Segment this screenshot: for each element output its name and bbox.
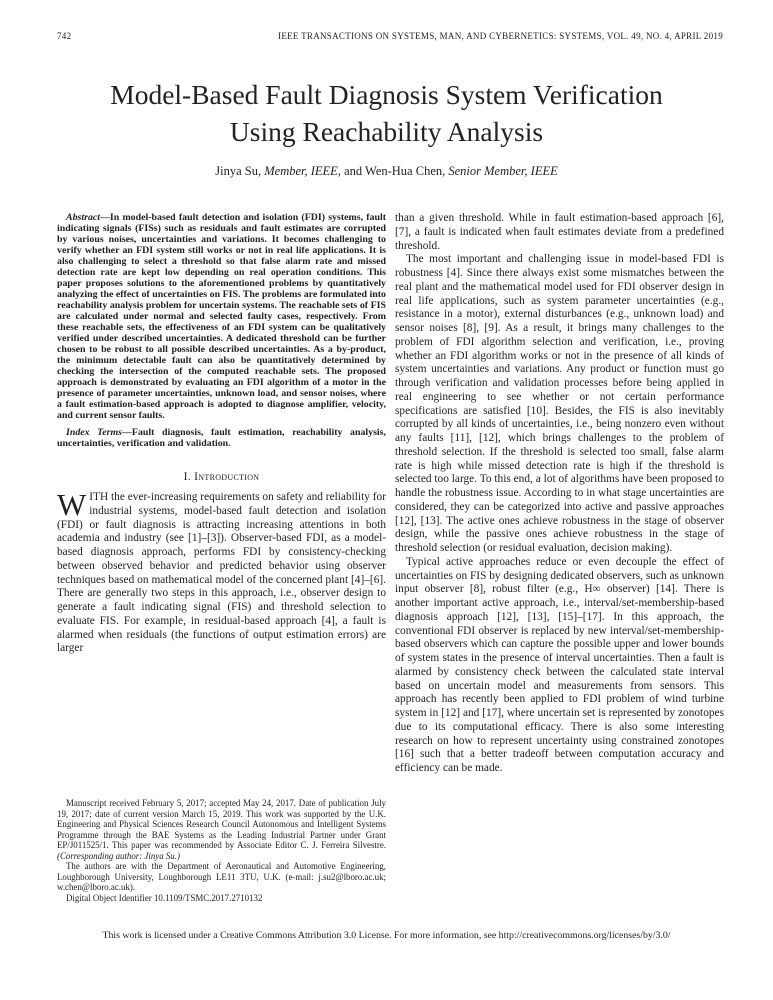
body-paragraph-continuation: than a given threshold. While in fault estimation-based approach [6], [7], a fault is indicated when fault estimates deviate from a predefined threshold. bbox=[395, 212, 724, 252]
footnote-doi: Digital Object Identifier 10.1109/TSMC.2017.2710132 bbox=[66, 892, 263, 903]
footnote-manuscript bbox=[57, 798, 386, 861]
first-page-footnotes bbox=[57, 798, 386, 903]
dropcap-w: W bbox=[57, 487, 87, 522]
authors-line bbox=[0, 164, 773, 179]
paper-title-line2: Using Reachability Analysis bbox=[229, 116, 544, 147]
running-header bbox=[57, 31, 723, 41]
index-terms bbox=[57, 427, 386, 449]
right-column bbox=[395, 212, 724, 776]
author-membership-1: Member, IEEE bbox=[264, 164, 338, 178]
abstract-label: Abstract bbox=[66, 212, 101, 223]
intro-paragraph-text: ITH the ever-increasing requirements on safety and reliability for industrial systems, model-based fault detection and isolation (FDI) or fault diagnosis is attracting increasing attentions in both academia and industry (see [1]–[3]). Observer-based FDI, as a model-based diagnosis approach, performs FDI by consistency-checking between observed behavior and predicted behavior using observer techniques based on mathematical model of the concerned plant [4]–[6]. There are generally two steps in this approach, i.e., observer design to generate a fault indicating signal (FIS) and threshold selection to evaluate FIS. For example, in residual-based approach [4], a fault is alarmed when residuals (the functions of output estimation errors) are larger bbox=[57, 491, 386, 655]
footnote-manuscript-text: Manuscript received February 5, 2017; accepted May 24, 2017. Date of publication July 19, 2017; date of current version March 15, 2019. This work was supported by the U.K. Engineering and Physical Sciences Research Council Autonomous and Intelligent Systems Programme through the BAE Systems as the Leading Industrial Partner under Grant EP/J011525/1. This paper was recommended by Associate Editor C. J. Ferreira Silvestre. bbox=[57, 798, 386, 850]
journal-title: IEEE TRANSACTIONS ON SYSTEMS, MAN, AND CYBERNETICS: SYSTEMS, VOL. 49, NO. 4, APRIL 2019 bbox=[278, 31, 723, 41]
footnote-authors-affiliation: The authors are with the Department of Aeronautical and Automotive Engineering, Loughborough University, Loughborough LE11 3TU, U.K. (e-mail: j.su2@lboro.ac.uk; w.chen@lboro.ac.uk). bbox=[57, 861, 386, 892]
author-membership-2: Senior Member, IEEE bbox=[448, 164, 558, 178]
body-paragraph-robustness: The most important and challenging issue in model-based FDI is robustness [4]. Since there always exist some mismatches between the real plant and the mathematical model used for FDI observer design in real life applications, such as system parameter uncertainties (e.g., resistance in a motor), external disturbances (e.g., unknown load) and sensor noises [8], [9]. As a result, it brings many challenges to the problem of FDI algorithm selection and verification, i.e., proving whether an FDI algorithm works or not in the presence of all kinds of system uncertainties and variations. Any product or function must go through verification and validation processes before being applied in real engineering to see whether or not certain performance specifications are satisfied [10]. Besides, the FIS is also inevitably corrupted by all kinds of uncertainties, i.e., being nonzero even without any faults [11], [12], which brings challenges to the problem of threshold selection. If the threshold is selected too small, false alarm rate is high while missed detection rate is high if the threshold is selected too large. To this end, a lot of algorithms have been proposed to handle the robustness issue. According to in what stage uncertainties are considered, they can be categorized into active and passive approaches [12], [13]. The active ones achieve robustness in the stage of observer design, while the passive ones achieve robustness in the stage of threshold selection (or residual evaluation, decision making). bbox=[395, 253, 724, 554]
index-terms-text: —Fault diagnosis, fault estimation, reachability analysis, uncertainties, verification and validation. bbox=[57, 427, 386, 449]
title-block bbox=[0, 76, 773, 179]
section-heading-introduction: I. Introduction bbox=[183, 470, 260, 483]
paper-title-line1: Model-Based Fault Diagnosis System Verification bbox=[110, 79, 663, 110]
author-name-1: Jinya Su, bbox=[215, 164, 265, 178]
abstract-text: —In model-based fault detection and isolation (FDI) systems, fault indicating signals (FISs) such as residuals and fault estimates are corrupted by various noises, uncertainties and variations. It becomes challenging to verify whether an FDI system still works or not in real life applications. It is also challenging to select a threshold so that false alarm rate and missed detection rate are kept low depending on real operation conditions. This paper proposes solutions to the aforementioned problems by quantitatively analyzing the effect of uncertainties on FIS. The problems are formulated into reachability analysis problem for uncertain systems. The reachable sets of FIS are calculated under normal and selected faulty cases, respectively. From these reachable sets, the effectiveness of an FDI system can be qualitatively verified under described uncertainties. A dedicated threshold can be further chosen to be robust to all possible described uncertainties. As a by-product, the minimum detectable fault can also be quantitatively determined by checking the intersection of the computed reachable sets. The proposed approach is demonstrated by evaluating an FDI algorithm of a motor in the presence of parameter uncertainties, unknown load, and sensor noises, where a fault estimation-based approach is adopted to diagnose amplifier, velocity, and current sensor faults. bbox=[57, 212, 386, 421]
body-paragraph-active-approaches: Typical active approaches reduce or even decouple the effect of uncertainties on FIS by designing dedicated observers, such as unknown input observer [8], robust filter (e.g., H∞ observer) [14]. There is another important active approach, i.e., interval/set-membership-based diagnosis approach [12], [13], [15]–[17]. In this approach, the conventional FDI observer is replaced by new interval/set-membership-based observers which can capture the possible upper and lower bounds of system states in the presence of interval uncertainties. Then a fault is alarmed by consistency check between the calculated state interval based on uncertain model and measurements from sensors. This approach has recently been applied to FDI problem of wind turbine system in [12] and [17], where uncertain set is represented by zonotopes due to its computational efficacy. There is also some interesting research on how to represent uncertainty using constrained zonotopes [16] such that a better tradeoff between computation accuracy and efficiency can be made. bbox=[395, 555, 724, 774]
page-number: 742 bbox=[57, 31, 72, 41]
abstract bbox=[57, 212, 386, 421]
index-terms-label: Index Terms bbox=[66, 427, 123, 438]
intro-paragraph bbox=[57, 487, 386, 656]
corresponding-author-note: (Corresponding author: Jinya Su.) bbox=[57, 850, 180, 861]
license-footer: This work is licensed under a Creative Commons Attribution 3.0 License. For more information, see http://creativecommons.org/licenses/by/3.0/ bbox=[102, 930, 671, 941]
author-name-2: , and Wen-Hua Chen, bbox=[337, 164, 449, 178]
left-column bbox=[57, 212, 386, 656]
